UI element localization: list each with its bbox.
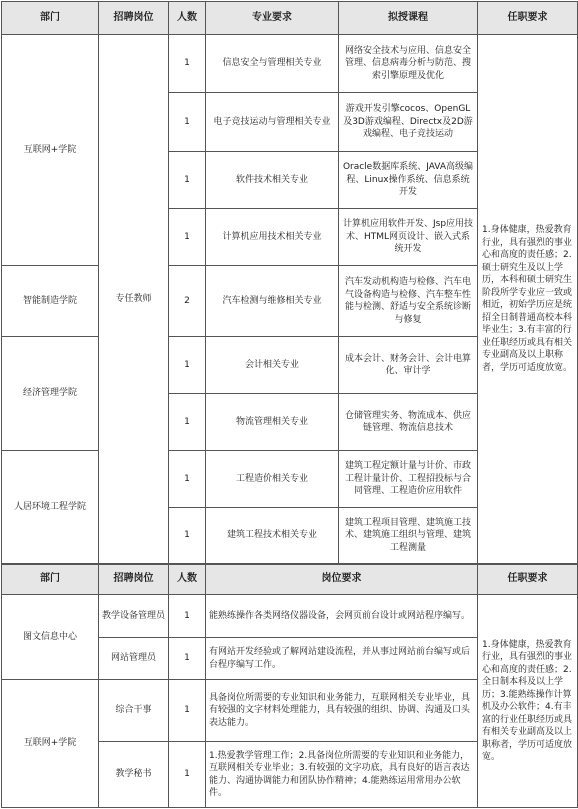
row-count: 1 — [169, 93, 206, 152]
row-courses: 游戏开发引擎cocos、OpenGL及3D游戏编程、Directx及2D游戏编程、电子竞技运动 — [339, 93, 478, 152]
row-major: 电子竞技运动与管理相关专业 — [206, 93, 339, 152]
row-count: 1 — [169, 152, 206, 209]
dept-internet: 互联网+学院 — [2, 680, 99, 808]
row-courses: 建筑工程定额计量与计价、市政工程计量计价、工程招投标与合同管理、工程造价应用软件 — [339, 451, 478, 508]
row-major: 软件技术相关专业 — [206, 152, 339, 209]
header-position-requirements: 岗位要求 — [206, 565, 478, 595]
row-count: 2 — [169, 266, 206, 337]
row-position-requirements: 具备岗位所需要的专业知识和业务能力，互联网相关专业毕业，具有较强的文字材料处理能力，具有较强的组织、协调、沟通及口头表达能力。 — [206, 680, 478, 742]
row-count: 1 — [169, 337, 206, 394]
row-courses: 汽车发动机构造与检修、汽车电气设备构造与检修、汽车整车性能与检测、舒适与安全系统诊断与修复 — [339, 266, 478, 337]
row-count: 1 — [169, 742, 206, 808]
dept-economics: 经济管理学院 — [2, 337, 99, 451]
row-major: 信息安全与管理相关专业 — [206, 35, 339, 93]
row-position: 综合干事 — [99, 680, 169, 742]
row-count: 1 — [169, 508, 206, 564]
header-count: 人数 — [169, 2, 206, 35]
row-position: 网站管理员 — [99, 638, 169, 680]
recruitment-table-staff — [1, 564, 578, 808]
row-courses: Oracle数据库系统、JAVA高级编程、Linux操作系统、信息系统开发 — [339, 152, 478, 209]
row-courses: 建筑工程项目管理、建筑施工技术、建筑施工组织与管理、建筑工程测量 — [339, 508, 478, 564]
header-position: 招聘岗位 — [99, 2, 169, 35]
row-position-requirements: 能熟练操作各类网络仪器设备，会网页前台设计或网站程序编写。 — [206, 595, 478, 638]
header-major: 专业要求 — [206, 2, 339, 35]
row-count: 1 — [169, 394, 206, 451]
header-dept: 部门 — [2, 2, 99, 35]
table1-header-row — [2, 2, 578, 35]
row-major: 计算机应用技术相关专业 — [206, 209, 339, 266]
table2-header-row — [2, 565, 578, 595]
dept-habitat: 人居环境工程学院 — [2, 451, 99, 564]
row-courses: 网络安全技术与应用、信息安全管理、信息病毒分析与防范、搜索引擎原理及优化 — [339, 35, 478, 93]
row-major: 建筑工程技术相关专业 — [206, 508, 339, 564]
header-requirements: 任职要求 — [478, 565, 578, 595]
header-position: 招聘岗位 — [99, 565, 169, 595]
teacher-requirements: 1.身体健康，热爱教育行业，具有强烈的事业心和高度的责任感；2.硕士研究生及以上学历，本科和硕士研究生阶段所学专业应一致或相近，初始学历应是统招全日制普通高校本科毕业生；3.有丰富的行业任职经历或具有相关专业副高及以上职称者，学历可适度放宽。 — [478, 35, 578, 564]
row-position-requirements: 1.热爱教学管理工作；2.具备岗位所需要的专业知识和业务能力，互联网相关专业毕业；3.有较强的文字功底，具有良好的语言表达能力、沟通协调能力和团队协作精神；4.能熟练运用常用办公软件。 — [206, 742, 478, 808]
dept-library: 图文信息中心 — [2, 595, 99, 680]
row-count: 1 — [169, 595, 206, 638]
row-courses: 计算机应用软件开发、Jsp应用技术、HTML网页设计、嵌入式系统开发 — [339, 209, 478, 266]
row-count: 1 — [169, 451, 206, 508]
header-count: 人数 — [169, 565, 206, 595]
position-teacher: 专任教师 — [99, 35, 169, 564]
staff-requirements: 1.身体健康，热爱教育行业，具有强烈的事业心和高度的责任感；2.全日制本科及以上学历；3.能熟练操作计算机及办公软件；4.有丰富的行业任职经历或具有相关专业副高及以上职称者，学历可适度放宽。 — [478, 595, 578, 808]
row-count: 1 — [169, 35, 206, 93]
recruitment-table-teachers — [1, 1, 578, 564]
row-courses: 成本会计、财务会计、会计电算化、审计学 — [339, 337, 478, 394]
row-position: 教学设备管理员 — [99, 595, 169, 638]
row-major: 会计相关专业 — [206, 337, 339, 394]
row-count: 1 — [169, 209, 206, 266]
row-count: 1 — [169, 680, 206, 742]
row-position: 教学秘书 — [99, 742, 169, 808]
header-dept: 部门 — [2, 565, 99, 595]
table-row — [2, 35, 578, 93]
dept-internet: 互联网+学院 — [2, 35, 99, 266]
row-count: 1 — [169, 638, 206, 680]
row-courses: 仓储管理实务、物流成本、供应链管理、物流信息技术 — [339, 394, 478, 451]
header-courses: 拟授课程 — [339, 2, 478, 35]
header-requirements: 任职要求 — [478, 2, 578, 35]
dept-manufacturing: 智能制造学院 — [2, 266, 99, 337]
row-position-requirements: 有网站开发经验或了解网站建设流程，并从事过网站前台编写或后台程序编写工作。 — [206, 638, 478, 680]
row-major: 汽车检测与维修相关专业 — [206, 266, 339, 337]
row-major: 工程造价相关专业 — [206, 451, 339, 508]
row-major: 物流管理相关专业 — [206, 394, 339, 451]
table-row — [2, 595, 578, 638]
